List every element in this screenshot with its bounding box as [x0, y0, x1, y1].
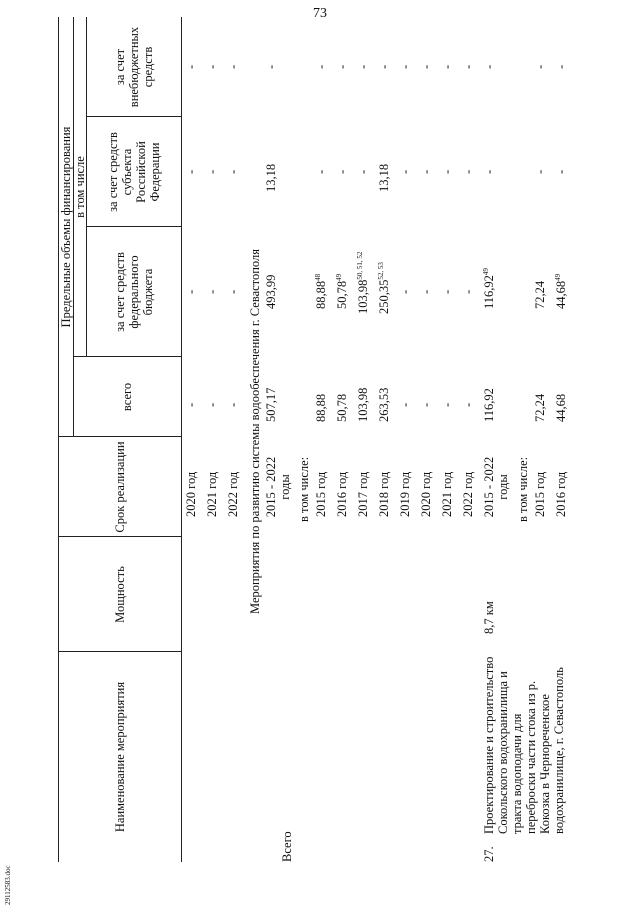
header-federal: за счет средств федерального бюджета	[112, 252, 155, 332]
table-row: 2018 год 263,53 250,35$^{52, 53}$ 13,18 -	[376, 64, 391, 517]
table-header	[58, 17, 182, 862]
rotated-table	[58, 17, 628, 862]
header-regional: за счет средств субъекта Российской Федерации	[105, 132, 162, 212]
header-incl: в том числе	[72, 156, 87, 218]
table-row: 2020 год - - - -	[184, 64, 198, 517]
item-power: 8,7 км	[482, 601, 496, 634]
table-row: 2022 год - - - -	[226, 64, 240, 517]
table-body	[180, 17, 628, 862]
table-row: 2016 год 50,78 50,78$^{49}$ - -	[334, 64, 349, 517]
document-id: 29112583.doc	[4, 865, 12, 905]
table-row: 2020 год - - - -	[419, 64, 433, 517]
header-total: всего	[120, 382, 134, 412]
table-row: 2015 год 72,24 72,24 - -	[533, 64, 547, 517]
table-row: 2015 год 88,88 88,88$^{48}$ - -	[313, 64, 328, 517]
header-power: Мощность	[113, 566, 127, 623]
header-extra: за счет внебюджетных средств	[112, 26, 155, 108]
item-name: Проектирование и строительство Сокольского водохранилища и тракта водоподачи для переброски части стока из р. Кокозка в Чернореченское водохранилище, г. Севастополь	[482, 656, 566, 834]
table-row: 2016 год 44,68 44,68$^{49}$ - -	[553, 64, 568, 517]
item-27-row: 27. Проектирование и строительство Сокольского водохранилища и тракта водоподачи для переброски части стока из р. Кокозка в Чернореченское водохранилище, г. Севастополь 8,7 км 2015 - 2022 годы 116,92 116,92$^{49}$ - -	[481, 64, 566, 862]
table-row: 2021 год - - - -	[440, 64, 454, 517]
incl-row: в том числе:	[297, 456, 311, 522]
total-label: Всего	[280, 831, 294, 862]
table-row: 2021 год - - - -	[205, 64, 219, 517]
table-row: 2019 год - - - -	[398, 64, 412, 517]
page-number: 73	[313, 6, 327, 21]
table-row: 2017 год 103,98 103,98$^{50, 51, 52}$ - -	[355, 64, 370, 517]
section-title: Мероприятия по развитию системы водообеспечения г. Севастополя	[248, 249, 262, 614]
header-limits: Предельные объемы финансирования	[59, 126, 73, 328]
item-number: 27.	[482, 846, 496, 862]
header-name: Наименование мероприятия	[113, 681, 127, 833]
header-period: Срок реализации	[113, 441, 127, 533]
total-row: Всего 2015 - 2022 годы 507,17 493,99 13,18 -	[264, 64, 294, 862]
table-row: 2022 год - - - -	[461, 64, 475, 517]
incl-row: в том числе:	[516, 456, 530, 522]
